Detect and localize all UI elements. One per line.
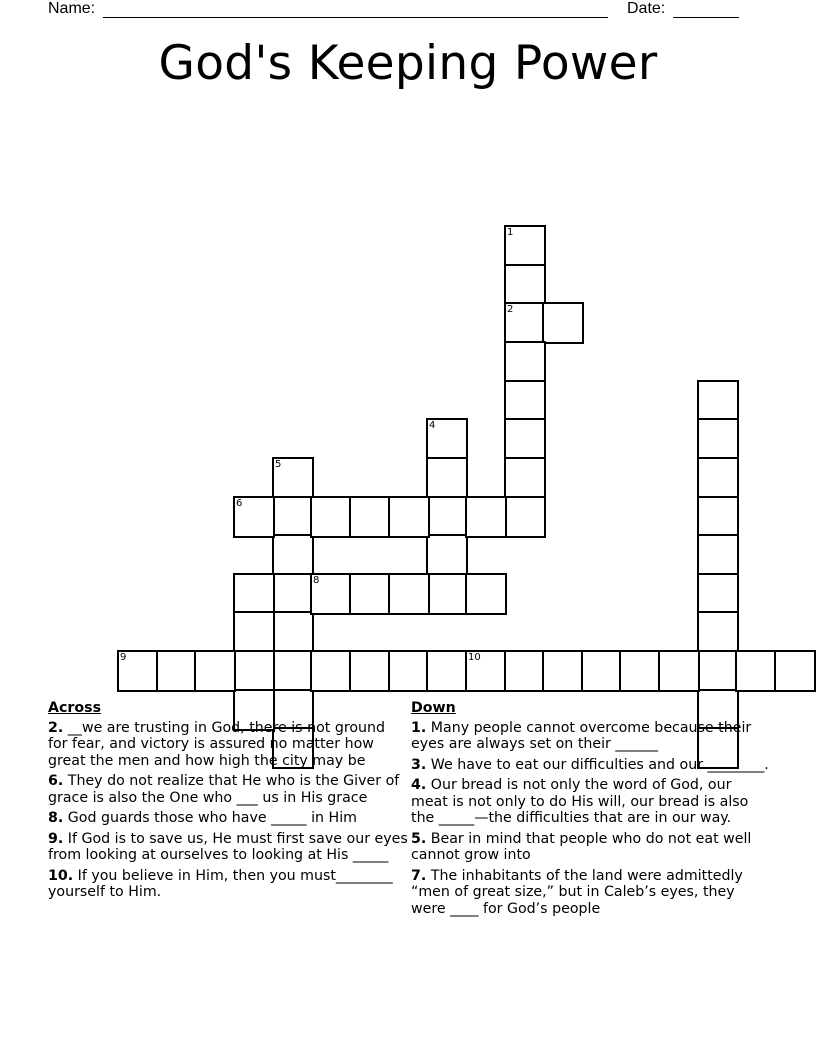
clue-down-5 [411, 831, 771, 864]
grid-cell[interactable] [426, 534, 468, 576]
grid-cell[interactable] [504, 380, 546, 422]
clue-text: If God is to save us, He must first save our eyes from looking at ourselves to looking at His _____ [48, 830, 408, 863]
grid-cell[interactable] [542, 650, 584, 692]
clue-text: God guards those who have _____ in Him [67, 810, 357, 826]
grid-cell[interactable] [388, 650, 430, 692]
grid-cell[interactable] [272, 534, 314, 576]
grid-cell[interactable] [504, 496, 546, 538]
grid-cell[interactable] [504, 302, 546, 344]
grid-cell[interactable] [233, 611, 275, 653]
grid-cell[interactable] [233, 573, 275, 615]
clue-across-6 [48, 773, 408, 806]
clue-down-7 [411, 868, 771, 918]
grid-cell[interactable] [310, 650, 352, 692]
grid-cell[interactable] [697, 496, 739, 538]
grid-cell[interactable] [697, 457, 739, 499]
clue-down-4 [411, 777, 771, 827]
clue-number-label: 1 [507, 227, 514, 238]
clue-number: 2. [48, 719, 64, 736]
grid-cell[interactable] [697, 611, 739, 653]
down-heading: Down [411, 700, 456, 716]
grid-cell[interactable] [697, 380, 739, 422]
clue-text: __we are trusting in God, there is not ground for fear, and victory is assured no matter how great the men and how high the city may be [48, 719, 386, 769]
grid-cell[interactable] [504, 225, 546, 267]
grid-cell[interactable] [465, 496, 507, 538]
grid-cell[interactable] [658, 650, 700, 692]
clue-number-label: 9 [120, 652, 127, 663]
grid-cell[interactable] [349, 496, 391, 538]
grid-cell[interactable] [272, 496, 314, 538]
grid-cell[interactable] [504, 650, 546, 692]
across-heading: Across [48, 700, 102, 716]
date-label: Date: [627, 0, 666, 17]
grid-cell[interactable] [504, 264, 546, 306]
clue-down-1 [411, 720, 771, 753]
page-title: God's Keeping Power [158, 36, 658, 91]
grid-cell[interactable] [310, 496, 352, 538]
clue-across-9 [48, 831, 408, 864]
clue-number: 1. [411, 719, 427, 736]
clue-number-label: 8 [313, 575, 320, 586]
clue-number: 6. [48, 773, 64, 789]
grid-cell[interactable] [581, 650, 623, 692]
grid-cell[interactable] [426, 650, 468, 692]
grid-cell[interactable] [542, 302, 584, 344]
clue-text: If you believe in Him, then you must________ yourself to Him. [48, 867, 393, 900]
grid-cell[interactable] [465, 573, 507, 615]
grid-cell[interactable] [619, 650, 661, 692]
clue-across-2 [48, 720, 408, 770]
clue-number-label: 10 [468, 652, 481, 663]
grid-cell[interactable] [349, 650, 391, 692]
grid-cell[interactable] [426, 457, 468, 499]
grid-cell[interactable] [426, 496, 468, 538]
grid-cell[interactable] [697, 418, 739, 460]
grid-cell[interactable] [156, 650, 198, 692]
grid-cell[interactable] [272, 650, 314, 692]
grid-cell[interactable] [117, 650, 159, 692]
grid-cell[interactable] [426, 418, 468, 460]
grid-cell[interactable] [774, 650, 816, 692]
grid-cell[interactable] [388, 496, 430, 538]
clue-down-3 [411, 757, 771, 774]
clue-across-8 [48, 810, 408, 827]
clue-text: The inhabitants of the land were admittedly “men of great size,” but in Caleb’s eyes, they were ____ for God’s people [411, 867, 743, 917]
clue-number: 9. [48, 830, 64, 847]
clue-text: Our bread is not only the word of God, our meat is not only to do His will, our bread is also the _____—the difficulties that are in our way. [411, 777, 749, 826]
clue-number: 3. [411, 756, 427, 773]
clue-number: 8. [48, 810, 64, 826]
grid-cell[interactable] [465, 650, 507, 692]
clue-number: 5. [411, 830, 427, 847]
clue-number-label: 2 [507, 304, 514, 315]
clue-number: 7. [411, 867, 427, 884]
name-label: Name: [48, 0, 96, 17]
down-clues [411, 700, 771, 921]
clue-text: Many people cannot overcome because their eyes are always set on their ______ [411, 719, 752, 752]
clue-text: They do not realize that He who is the Giver of grace is also the One who ___ us in His grace [48, 773, 400, 806]
grid-cell[interactable] [697, 573, 739, 615]
grid-cell[interactable] [504, 457, 546, 499]
grid-cell[interactable] [388, 573, 430, 615]
clue-number-label: 6 [236, 498, 243, 509]
clue-text: We have to eat our difficulties and our ________. [430, 756, 769, 773]
grid-cell[interactable] [272, 457, 314, 499]
across-clues [48, 700, 408, 905]
clue-number-label: 5 [275, 459, 282, 470]
clue-text: Bear in mind that people who do not eat well cannot grow into [411, 830, 752, 863]
grid-cell[interactable] [233, 496, 275, 538]
clue-number: 4. [411, 777, 427, 793]
clue-number: 10. [48, 867, 74, 884]
grid-cell[interactable] [272, 573, 314, 615]
grid-cell[interactable] [697, 534, 739, 576]
grid-cell[interactable] [233, 650, 275, 692]
grid-cell[interactable] [504, 341, 546, 383]
grid-cell[interactable] [272, 611, 314, 653]
grid-cell[interactable] [349, 573, 391, 615]
grid-cell[interactable] [194, 650, 236, 692]
grid-cell[interactable] [310, 573, 352, 615]
grid-cell[interactable] [735, 650, 777, 692]
grid-cell[interactable] [426, 573, 468, 615]
clue-across-10 [48, 868, 408, 901]
grid-cell[interactable] [697, 650, 739, 692]
grid-cell[interactable] [504, 418, 546, 460]
clue-number-label: 4 [429, 420, 436, 431]
